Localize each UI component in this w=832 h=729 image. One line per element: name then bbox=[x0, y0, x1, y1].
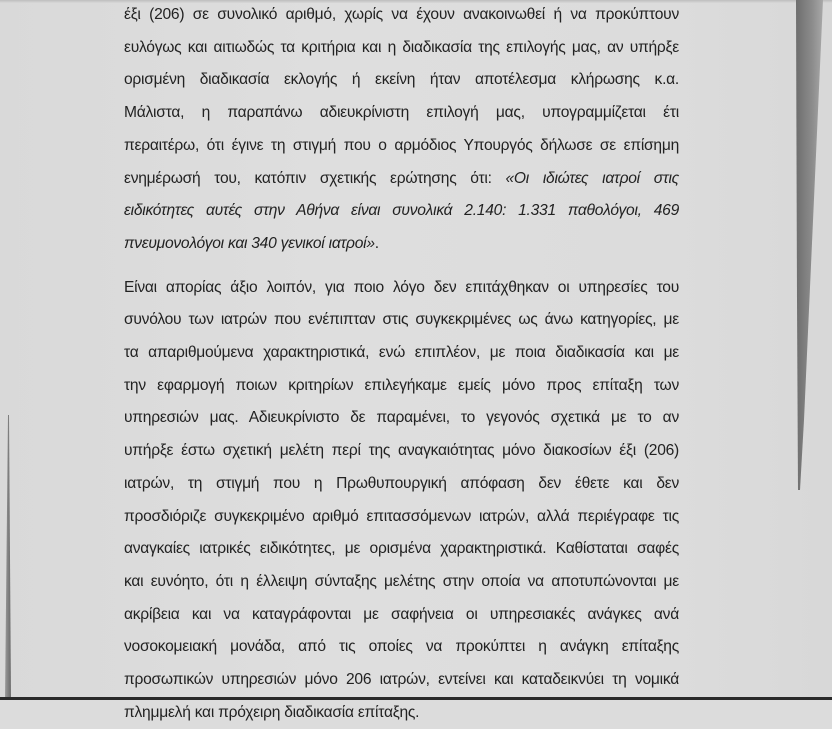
text-line: την εφαρμογή ποιων κριτηρίων επιλεγήκαμε εμείς μόνο προς επίταξη των bbox=[124, 376, 679, 394]
text-line: συνόλου των ιατρών που ενέπιπταν στις συγκεκριμένες ως άνω κατηγορίες, με bbox=[124, 311, 679, 329]
text-line bbox=[124, 195, 679, 228]
text-line: έξι (206) σε συνολικό αριθμό, χωρίς να έχουν ανακοινωθεί ή να προκύπτουν bbox=[124, 6, 679, 23]
text-line: υπηρεσιών μας. Αδιευκρίνιστο δε παραμένει, το γεγονός σχετικά με το αν bbox=[124, 409, 679, 427]
paragraph-2 bbox=[124, 272, 679, 729]
text-line: πνευμονολόγοι και 340 γενικοί ιατροί». bbox=[124, 234, 379, 252]
text-line: ενημέρωσή του, κατόπιν σχετικής ερώτησης ότι: «Οι ιδιώτες ιατροί στις bbox=[124, 169, 679, 187]
text-line: ορισμένη διαδικασία εκλογής ή εκείνη ήταν αποτέλεσμα κλήρωσης κ.α. bbox=[124, 71, 679, 89]
text-line: Μάλιστα, η παραπάνω αδιευκρίνιστη επιλογή μας, υπογραμμίζεται έτι bbox=[124, 104, 679, 122]
text-line: Είναι απορίας άξιο λοιπόν, για ποιο λόγο δεν επιτάχθηκαν οι υπηρεσίες του bbox=[124, 278, 679, 296]
quote-text: πνευμονολόγοι και 340 γενικοί ιατροί» bbox=[124, 234, 375, 252]
quote-text: ειδικότητες αυτές στην Αθήνα είναι συνολικά 2.140: 1.331 παθολόγοι, 469 bbox=[124, 202, 679, 220]
text-line: περαιτέρω, ότι έγινε τη στιγμή που ο αρμόδιος Υπουργός δήλωσε σε επίσημη bbox=[124, 136, 679, 154]
page-curl-shadow-left bbox=[3, 415, 13, 700]
text-line: προσδιόριζε συγκεκριμένο αριθμό επιτασσόμενων ιατρών, αλλά περιέγραφε τις bbox=[124, 507, 679, 525]
document-body bbox=[124, 0, 679, 729]
quote-text: «Οι ιδιώτες ιατροί στις bbox=[505, 169, 679, 187]
text-line: ευλόγως και αιτιωδώς τα κριτήρια και η διαδικασία της επιλογής μας, αν υπήρξε bbox=[124, 38, 679, 56]
text-line: πλημμελή και πρόχειρη διαδικασία επίταξης. bbox=[124, 703, 420, 721]
text-line: και ευνόητο, ότι η έλλειψη σύνταξης μελέτης στην οποία να αποτυπώνονται με bbox=[124, 572, 679, 590]
text-line: ακρίβεια και να καταγράφονται με σαφήνεια οι υπηρεσιακές ανάγκες ανά bbox=[124, 605, 679, 623]
text-line: προσωπικών υπηρεσιών μόνο 206 ιατρών, εντείνει και καταδεικνύει τη νομικά bbox=[124, 671, 679, 689]
paragraph-1 bbox=[124, 0, 679, 261]
text-line: αναγκαίες ιατρικές ειδικότητες, με ορισμένα χαρακτηριστικά. Καθίσταται σαφές bbox=[124, 540, 679, 558]
page-curl-shadow-right bbox=[796, 0, 826, 700]
text-line: τα απαριθμούμενα χαρακτηριστικά, ενώ επιπλέον, με ποια διαδικασία και με bbox=[124, 344, 679, 362]
text-line: ιατρών, τη στιγμή που η Πρωθυπουργική απόφαση δεν έθετε και δεν bbox=[124, 474, 679, 492]
text-line: υπήρξε έστω σχετική μελέτη περί της αναγκαιότητας μόνο διακοσίων έξι (206) bbox=[124, 442, 679, 460]
text-line: νοσοκομειακή μονάδα, από τις οποίες να προκύπτει η ανάγκη επίταξης bbox=[124, 638, 679, 656]
